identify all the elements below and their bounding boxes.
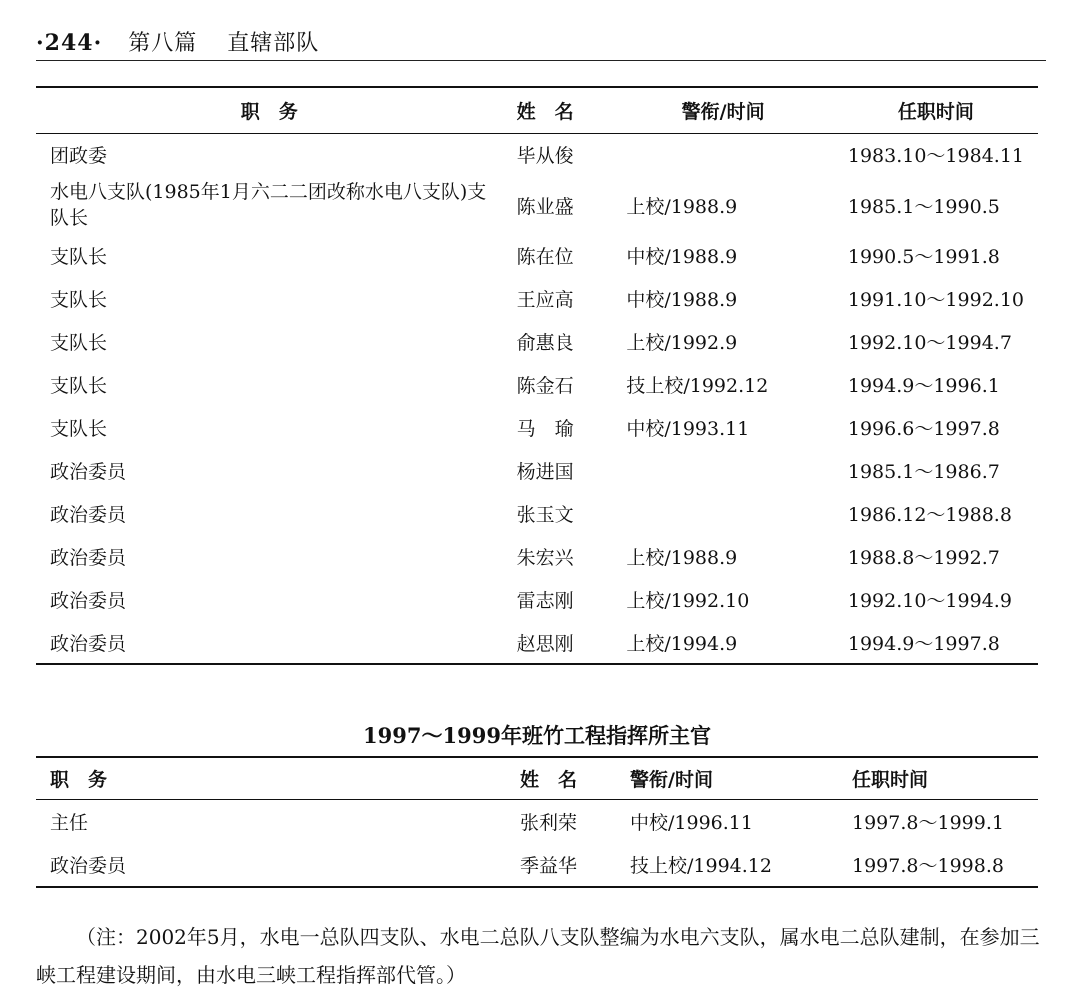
table-row xyxy=(36,234,1038,277)
cell-rank xyxy=(612,133,834,176)
table-row xyxy=(36,406,1038,449)
table-row xyxy=(36,492,1038,535)
cell-term: 1991.10～1992.10 xyxy=(847,289,1024,311)
cell-term: 1986.12～1988.8 xyxy=(847,504,1012,526)
cell-duty: 支队长 xyxy=(50,375,108,397)
table-header-row xyxy=(36,757,1038,799)
cell-rank xyxy=(612,492,834,535)
part-title: 直辖部队 xyxy=(227,31,320,56)
table-row xyxy=(36,320,1038,363)
cell-term: 1994.9～1996.1 xyxy=(847,375,1000,397)
cell-rank: 中校/1988.9 xyxy=(626,289,738,311)
cell-term: 1983.10～1984.11 xyxy=(847,145,1024,168)
column-header-rank: 警衔/时间 xyxy=(616,757,838,799)
cell-name: 杨进国 xyxy=(516,461,574,483)
cell-rank: 中校/1996.11 xyxy=(630,811,753,834)
cell-name: 雷志刚 xyxy=(516,590,574,612)
cell-duty: 政治委员 xyxy=(50,855,127,877)
cell-term: 1997.8～1998.8 xyxy=(852,855,1004,877)
cell-duty: 支队长 xyxy=(50,332,108,354)
cell-rank: 中校/1993.11 xyxy=(626,418,750,440)
table-row xyxy=(36,621,1038,664)
cell-rank: 上校/1988.9 xyxy=(626,195,738,218)
cell-name: 陈业盛 xyxy=(516,195,574,218)
cell-rank: 上校/1992.10 xyxy=(626,590,750,612)
cell-rank: 上校/1994.9 xyxy=(626,632,738,655)
cell-duty: 支队长 xyxy=(50,246,108,268)
cell-term: 1992.10～1994.9 xyxy=(847,590,1012,612)
cell-rank xyxy=(612,449,834,492)
cell-name: 王应高 xyxy=(516,289,574,311)
table-row xyxy=(36,843,1038,887)
cell-term: 1988.8～1992.7 xyxy=(847,547,1000,569)
cell-term: 1996.6～1997.8 xyxy=(847,418,1000,440)
cell-name: 俞惠良 xyxy=(516,332,574,354)
cell-duty: 支队长 xyxy=(50,418,108,440)
table-row xyxy=(36,133,1038,176)
cell-duty: 政治委员 xyxy=(50,590,127,612)
cell-duty: 团政委 xyxy=(50,145,108,168)
column-header-duty: 职 务 xyxy=(36,757,506,799)
header-rule xyxy=(36,60,1046,61)
cell-name: 朱宏兴 xyxy=(516,547,574,569)
cell-duty: 政治委员 xyxy=(50,632,127,655)
cell-term: 1985.1～1990.5 xyxy=(847,195,1000,218)
cell-duty: 主任 xyxy=(50,811,89,834)
cell-name: 陈在位 xyxy=(516,246,574,268)
cell-name: 张玉文 xyxy=(516,504,574,526)
cell-term: 1994.9～1997.8 xyxy=(847,632,1000,655)
cell-name: 毕从俊 xyxy=(516,145,574,168)
cell-name: 马 瑜 xyxy=(516,418,574,440)
table-row xyxy=(36,176,1038,234)
table-row xyxy=(36,449,1038,492)
cell-rank: 上校/1988.9 xyxy=(626,547,738,569)
footnote: （注：2002年5月，水电一总队四支队、水电二总队八支队整编为水电六支队，属水电二总队建制，在参加三峡工程建设期间，由水电三峡工程指挥部代管。） xyxy=(36,925,1040,987)
table-row xyxy=(36,277,1038,320)
command-post-table xyxy=(36,756,1038,888)
cell-name: 季益华 xyxy=(520,855,578,877)
cell-duty: 政治委员 xyxy=(50,504,127,526)
cell-name: 张利荣 xyxy=(520,811,578,834)
cell-term: 1990.5～1991.8 xyxy=(847,246,1000,268)
cell-term: 1997.8～1999.1 xyxy=(852,811,1004,834)
table-row xyxy=(36,363,1038,406)
column-header-name: 姓 名 xyxy=(503,87,613,133)
page-header xyxy=(36,26,319,57)
cell-rank: 技上校/1994.12 xyxy=(630,855,772,877)
column-header-term: 任职时间 xyxy=(834,87,1038,133)
cell-rank: 中校/1988.9 xyxy=(626,246,738,268)
column-header-term: 任职时间 xyxy=(838,757,1038,799)
table-row xyxy=(36,535,1038,578)
cell-duty: 政治委员 xyxy=(50,547,127,569)
cell-name: 陈金石 xyxy=(516,375,574,397)
cell-term: 1992.10～1994.7 xyxy=(847,332,1012,354)
officer-table xyxy=(36,86,1038,665)
cell-term: 1985.1～1986.7 xyxy=(847,461,1000,483)
cell-rank: 上校/1992.9 xyxy=(626,332,738,354)
table-row xyxy=(36,578,1038,621)
table-row xyxy=(36,799,1038,843)
cell-duty: 支队长 xyxy=(50,289,108,311)
cell-duty: 政治委员 xyxy=(50,461,127,483)
page-number: ·244· xyxy=(36,30,103,56)
cell-rank: 技上校/1992.12 xyxy=(626,375,769,397)
table-header-row xyxy=(36,87,1038,133)
column-header-duty: 职 务 xyxy=(36,87,503,133)
cell-duty: 水电八支队(1985年1月六二二团改称水电八支队)支队长 xyxy=(50,181,487,229)
column-header-rank: 警衔/时间 xyxy=(612,87,834,133)
column-header-name: 姓 名 xyxy=(506,757,616,799)
part-label: 第八篇 xyxy=(128,31,198,56)
section-title: 1997～1999年班竹工程指挥所主官 xyxy=(363,723,711,748)
cell-name: 赵思刚 xyxy=(516,632,574,655)
